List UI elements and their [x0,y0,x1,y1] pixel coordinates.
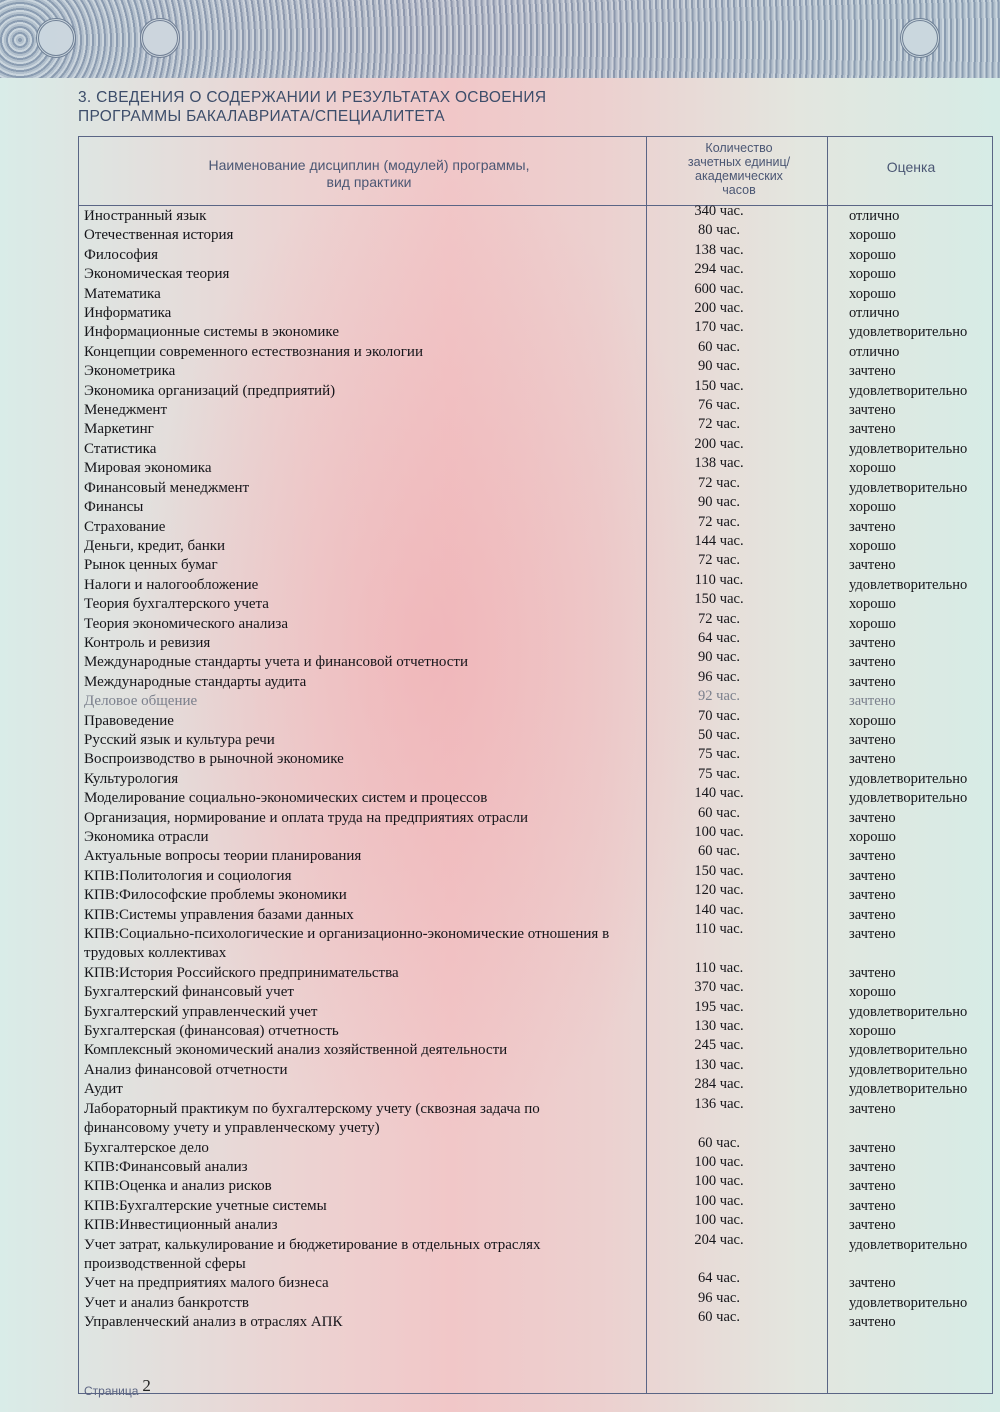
discipline-grade: хорошо [849,596,896,613]
discipline-name: Страхование [84,518,166,535]
header-divider [79,205,992,206]
discipline-name: КПВ:Системы управления базами данных [84,906,354,923]
table-row [84,319,994,342]
table-row [84,804,994,828]
rosette-ornament [900,18,940,58]
discipline-name: Учет и анализ банкротств [84,1294,250,1311]
table-row [84,959,994,983]
table-row [84,455,994,478]
discipline-hours: 245 час. [694,1037,744,1054]
discipline-hours: 96 час. [698,1289,740,1306]
discipline-hours: 72 час. [698,552,740,569]
table-row [84,998,994,1022]
discipline-grade: зачтено [849,906,896,923]
discipline-name: КПВ:Бухгалтерские учетные системы [84,1197,327,1214]
page-number: 2 [142,1376,151,1395]
discipline-hours: 60 час. [698,804,740,821]
table-row [84,552,994,575]
discipline-name: Бухгалтерский финансовый учет [84,984,294,1001]
discipline-hours: 110 час. [694,959,744,976]
discipline-hours: 60 час. [698,1134,740,1151]
discipline-hours: 130 час. [694,1018,744,1035]
table-row [84,1231,994,1275]
discipline-grade: удовлетворительно [849,440,968,457]
table-row [84,862,994,886]
discipline-grade: хорошо [849,829,896,845]
table-row [84,261,994,284]
table-row [84,416,994,439]
table-row [84,1309,994,1332]
discipline-hours: 130 час. [694,1056,744,1073]
discipline-hours: 90 час. [698,649,740,666]
security-pattern-band [0,0,1000,78]
discipline-grade: удовлетворительно [849,770,968,787]
discipline-hours: 72 час. [698,513,740,530]
discipline-name: Русский язык и культура речи [84,731,275,748]
discipline-hours: 204 час. [694,1231,744,1248]
table-row [84,1076,994,1099]
page-footer [84,1376,151,1398]
discipline-name: Теория бухгалтерского учета [84,596,269,613]
discipline-name: Мировая экономика [84,460,212,477]
discipline-grade: хорошо [849,1023,896,1040]
header-credits: Количество зачетных единиц/ академических часов [687,141,791,197]
discipline-grade: удовлетворительно [849,479,968,496]
discipline-hours: 120 час. [694,882,744,899]
discipline-hours: 50 час. [698,726,740,743]
discipline-hours: 136 час. [694,1095,744,1112]
discipline-grade: удовлетворительно [849,790,968,807]
section-heading-line-1: 3. СВЕДЕНИЯ О СОДЕРЖАНИИ И РЕЗУЛЬТАТАХ ОСВОЕНИЯ [78,89,547,106]
discipline-hours: 110 час. [694,921,744,938]
discipline-name: Правоведение [84,712,174,729]
discipline-name: КПВ:Философские проблемы экономики [84,887,347,904]
discipline-hours: 138 час. [694,241,744,258]
table-row [84,591,994,614]
table-row [84,882,994,905]
table-row [84,901,994,925]
table-row [84,649,994,672]
table-row [84,513,994,537]
discipline-grade: зачтено [849,1139,896,1156]
discipline-name: Анализ финансовой отчетности [84,1061,288,1078]
discipline-name: Информатика [84,305,172,322]
discipline-hours: 170 час. [694,319,744,336]
discipline-grade: зачтено [849,654,896,671]
discipline-hours: 60 час. [698,843,740,860]
table-row [84,726,994,750]
discipline-hours: 60 час. [698,1309,740,1326]
discipline-grade: хорошо [849,227,896,244]
discipline-hours: 90 час. [698,358,740,375]
discipline-name: Теория экономического анализа [84,615,289,632]
table-row [84,765,994,789]
discipline-name: Бухгалтерский управленческий учет [84,1003,318,1020]
discipline-hours: 294 час. [694,261,744,278]
discipline-hours: 200 час. [694,435,744,452]
discipline-grade: хорошо [849,615,896,632]
discipline-grade: удовлетворительно [849,1236,968,1253]
page-label: Страница [84,1384,139,1398]
discipline-name: Деловое общение [84,693,198,710]
discipline-name: Культурология [84,770,179,787]
discipline-grade: удовлетворительно [849,1061,968,1078]
discipline-hours: 284 час. [694,1076,744,1093]
discipline-hours: 72 час. [698,474,740,491]
discipline-hours: 370 час. [694,979,744,996]
table-row [84,921,994,964]
discipline-grade: удовлетворительно [849,1042,968,1059]
discipline-hours: 100 час. [694,1212,744,1229]
discipline-grade: удовлетворительно [849,1294,968,1311]
discipline-grade: зачтено [849,634,896,651]
table-row [84,435,994,459]
discipline-name: КПВ:Социально-психологические и организационно-экономические отношения в трудовых коллективах [84,926,610,962]
table-row [84,688,994,711]
discipline-name: КПВ:История Российского предпринимательства [84,964,399,981]
discipline-grade: удовлетворительно [849,576,968,593]
discipline-grade: зачтено [849,1100,896,1117]
table-row [84,1173,994,1196]
discipline-hours: 150 час. [694,862,744,879]
discipline-hours: 75 час. [698,765,740,782]
discipline-grade: удовлетворительно [849,382,968,399]
table-row [84,746,994,769]
discipline-hours: 75 час. [698,746,740,763]
table-row [84,203,994,226]
discipline-hours: 138 час. [694,455,744,472]
discipline-grade: зачтено [849,557,896,574]
section-heading [78,88,638,126]
discipline-name: Комплексный экономический анализ хозяйственной деятельности [84,1042,508,1059]
discipline-grade: зачтено [849,867,896,884]
table-row [84,358,994,381]
discipline-hours: 92 час. [698,688,740,705]
discipline-grade: зачтено [849,926,896,943]
discipline-grade: зачтено [849,363,896,380]
discipline-name: Отечественная история [84,227,234,244]
table-row [84,629,994,653]
table-row [84,571,994,595]
table-row [84,222,994,245]
discipline-hours: 64 час. [698,629,740,646]
discipline-grade: хорошо [849,712,896,729]
discipline-name: Статистика [84,440,157,457]
discipline-name: Финансовый менеджмент [84,479,250,496]
discipline-grade: зачтено [849,673,896,690]
table-row [84,1153,994,1177]
table-row [84,1018,994,1041]
table-row [84,979,994,1002]
table-row [84,494,994,517]
discipline-name: Рынок ценных бумаг [84,557,218,574]
discipline-name: Философия [84,246,159,263]
discipline-name: Экономика организаций (предприятий) [84,382,336,399]
table-row [84,532,994,556]
discipline-grade: зачтено [849,1217,896,1234]
discipline-name: Финансы [84,499,144,516]
discipline-name: Маркетинг [84,421,154,438]
table-row [84,1289,994,1313]
table-row [84,843,994,866]
discipline-name: Бухгалтерское дело [84,1139,209,1156]
discipline-name: Организация, нормирование и оплата труда на предприятиях отрасли [84,809,529,826]
discipline-name: КПВ:Политология и социология [84,867,292,884]
discipline-grade: отлично [849,208,900,224]
discipline-hours: 100 час. [694,824,744,840]
discipline-hours: 100 час. [694,1173,744,1190]
discipline-hours: 80 час. [698,222,740,239]
discipline-grade: удовлетворительно [849,1081,968,1098]
discipline-grade: зачтено [849,848,896,865]
discipline-hours: 140 час. [694,901,744,918]
discipline-grade: зачтено [849,887,896,904]
discipline-hours: 110 час. [694,571,744,588]
discipline-hours: 600 час. [694,280,744,297]
table-row [84,1270,994,1293]
discipline-grade: отлично [849,305,900,322]
discipline-grade: зачтено [849,402,896,419]
discipline-name: Воспроизводство в рыночной экономике [84,751,344,768]
discipline-name: Управленческий анализ в отраслях АПК [84,1314,343,1331]
section-heading-line-2: ПРОГРАММЫ БАКАЛАВРИАТА/СПЕЦИАЛИТЕТА [78,108,445,125]
discipline-name: Менеджмент [84,402,168,419]
discipline-hours: 140 час. [694,785,744,802]
discipline-hours: 72 час. [698,610,740,627]
discipline-grade: зачтено [849,751,896,768]
table-row [84,377,994,401]
discipline-grade: хорошо [849,537,896,554]
table-row [84,1134,994,1158]
discipline-hours: 195 час. [694,998,744,1015]
rosette-ornament [140,18,180,58]
discipline-grade: зачтено [849,1275,896,1292]
discipline-name: КПВ:Инвестиционный анализ [84,1217,278,1234]
discipline-name: Учет на предприятиях малого бизнеса [84,1275,329,1292]
discipline-grade: хорошо [849,460,896,477]
table-row [84,1095,994,1139]
discipline-grade: зачтено [849,964,896,981]
discipline-hours: 100 час. [694,1192,744,1209]
table-row [84,397,994,420]
discipline-name: Международные стандарты учета и финансовой отчетности [84,654,469,671]
discipline-grade: зачтено [849,1197,896,1214]
discipline-name: Контроль и ревизия [84,634,211,651]
discipline-grade: зачтено [849,1314,896,1331]
table-row [84,300,994,323]
discipline-grade: зачтено [849,1158,896,1175]
discipline-name: Деньги, кредит, банки [84,537,226,554]
discipline-grade: хорошо [849,984,896,1001]
table-row [84,1192,994,1216]
header-discipline-name: Наименование дисциплин (модулей) программы, вид практики [208,157,530,190]
discipline-hours: 200 час. [694,300,744,317]
discipline-name: Экономика отрасли [84,829,209,845]
discipline-hours: 76 час. [698,397,740,414]
discipline-name: Бухгалтерская (финансовая) отчетность [84,1023,339,1040]
discipline-name: КПВ:Оценка и анализ рисков [84,1178,272,1195]
table-row [84,241,994,265]
table-row [84,1056,994,1080]
table-body [84,203,994,1333]
discipline-grade: зачтено [849,421,896,438]
discipline-hours: 100 час. [694,1153,744,1170]
discipline-hours: 96 час. [698,668,740,685]
discipline-grade: хорошо [849,499,896,516]
discipline-name: Иностранный язык [84,208,207,224]
table-row [84,1037,994,1060]
discipline-hours: 60 час. [698,338,740,355]
table-row [84,280,994,304]
discipline-grade: зачтено [849,518,896,535]
table-row [84,824,994,847]
discipline-name: Экономическая теория [84,266,230,283]
discipline-hours: 144 час. [694,532,744,549]
discipline-grade: зачтено [849,809,896,826]
discipline-hours: 150 час. [694,591,744,608]
table-row [84,668,994,692]
discipline-hours: 70 час. [698,707,740,724]
discipline-hours: 150 час. [694,377,744,394]
discipline-hours: 340 час. [694,203,744,219]
discipline-name: Учет затрат, калькулирование и бюджетирование в отдельных отраслях производственной сферы [84,1236,541,1272]
table-row [84,338,994,362]
discipline-name: Информационные системы в экономике [84,324,339,341]
discipline-name: Эконометрика [84,363,176,380]
discipline-grade: зачтено [849,731,896,748]
discipline-grade: зачтено [849,693,896,710]
discipline-name: Моделирование социально-экономических систем и процессов [84,790,488,807]
table-row [84,474,994,498]
discipline-grade: удовлетворительно [849,324,968,341]
header-grade: Оценка [886,159,936,175]
discipline-hours: 64 час. [698,1270,740,1287]
discipline-grade: хорошо [849,285,896,302]
rosette-ornament [36,18,76,58]
discipline-name: КПВ:Финансовый анализ [84,1158,248,1175]
discipline-grade: хорошо [849,266,896,283]
discipline-grade: отлично [849,343,900,360]
discipline-grade: хорошо [849,246,896,263]
discipline-name: Налоги и налогообложение [84,576,259,593]
discipline-name: Актуальные вопросы теории планирования [84,848,362,865]
discipline-name: Концепции современного естествознания и экологии [84,343,423,360]
discipline-name: Международные стандарты аудита [84,673,307,690]
discipline-hours: 90 час. [698,494,740,511]
discipline-name: Математика [84,285,161,302]
discipline-grade: зачтено [849,1178,896,1195]
table-row [84,1212,994,1235]
table-row [84,610,994,634]
table-row [84,707,994,731]
discipline-name: Аудит [84,1081,123,1098]
discipline-grade: удовлетворительно [849,1003,968,1020]
table-row [84,785,994,808]
discipline-name: Лабораторный практикум по бухгалтерскому учету (сквозная задача по финансовому учету и управленческому учету) [84,1100,540,1137]
discipline-hours: 72 час. [698,416,740,433]
